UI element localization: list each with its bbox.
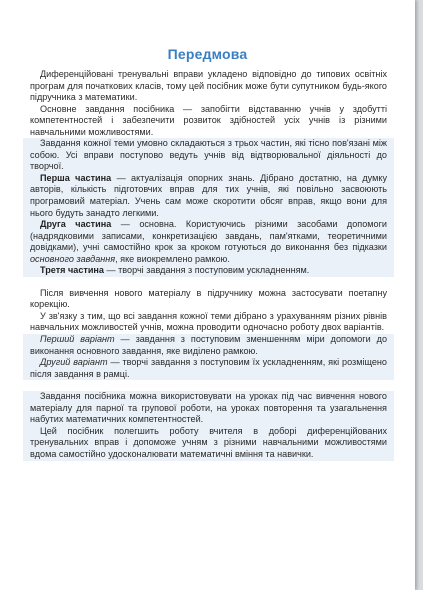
- variant2-paragraph: [30, 357, 387, 380]
- variants-box: [23, 334, 394, 380]
- part2-text-a: — основна. Користуючись різними засобами допомоги (надрядковими записами, конкретизацією завдань, пам'ятками, теоретичними довідками), учні самостійно крок за кроком готуються до виконання без підказки: [30, 219, 387, 253]
- variant2-text: — творчі завдання з поступовим їх ускладненням, які розміщено після завдання в рамці.: [30, 357, 387, 379]
- part2-label: Друга частина: [40, 219, 112, 230]
- part3-text: — творчі завдання з поступовим ускладненням.: [103, 265, 310, 276]
- part3-label: Третя частина: [40, 265, 104, 276]
- usage-paragraph: Завдання посібника можна використовувати на уроках під час вивчення нового матеріалу для парної та групової роботи, на уроках повторення та узагальнення набутих математичних компетентностей.: [30, 391, 387, 425]
- usage-box: [23, 391, 394, 460]
- part2-italic: основного завдання: [30, 253, 116, 264]
- part1-paragraph: [30, 173, 387, 219]
- variant1-label: Перший варіант: [40, 334, 115, 345]
- variant1-paragraph: [30, 334, 387, 357]
- part1-label: Перша частина: [40, 172, 112, 183]
- document-body: [30, 69, 387, 461]
- intro-paragraph: Диференційовані тренувальні вправи укладено відповідно до типових освітніх програм для початкових класів, тому цей посібник може бути супутником будь-якого підручника з математики.: [30, 69, 387, 103]
- page-title: Передмова: [167, 46, 248, 62]
- structure-paragraph: Завдання кожної теми умовно складаються з трьох частин, які тісно пов'язані між собою. Усі вправи поступово ведуть учнів від відтворювальної діяльності до творчої.: [30, 138, 387, 172]
- part1-text: — актуалізація опорних знань. Дібрано достатню, на думку авторів, кількість підготовчих вправ для тих учнів, які повільно засвоюють програмовий матеріал. Учень сам може скоротити обсяг вправ, якщо вони для нього будуть занадто легкими.: [30, 172, 387, 218]
- benefit-paragraph: Цей посібник полегшить роботу вчителя в доборі диференційованих тренувальних вправ і допоможе учням з різними навчальними можливостями вдома самостійно удосконалювати математичні вміння та навички.: [30, 425, 387, 459]
- part2-paragraph: [30, 219, 387, 265]
- correction-paragraph: Після вивчення нового матеріалу в підручнику можна застосувати поетапну корекцію.: [30, 287, 387, 310]
- spacer: [30, 380, 387, 391]
- spacer: [30, 277, 387, 288]
- goal-paragraph: Основне завдання посібника — запобігти відставанню учнів у здобутті компетентностей і забезпечити розвиток здібностей усіх учнів із різними навчальними можливостями.: [30, 103, 387, 137]
- variant2-label: Другий варіант: [40, 357, 108, 368]
- part2-text-b: , яке виокремлено рамкою.: [115, 253, 230, 264]
- variant1-text: — завдання з поступовим зменшенням міри допомоги до виконання основного завдання, яке виділено рамкою.: [30, 334, 387, 356]
- part3-paragraph: [30, 265, 387, 277]
- parts-box: [23, 138, 394, 277]
- variants-paragraph: У зв'язку з тим, що всі завдання кожної теми дібрано з урахуванням різних рівнів навчальних можливостей учнів, можна проводити одночасно роботу двох варіантів.: [30, 310, 387, 333]
